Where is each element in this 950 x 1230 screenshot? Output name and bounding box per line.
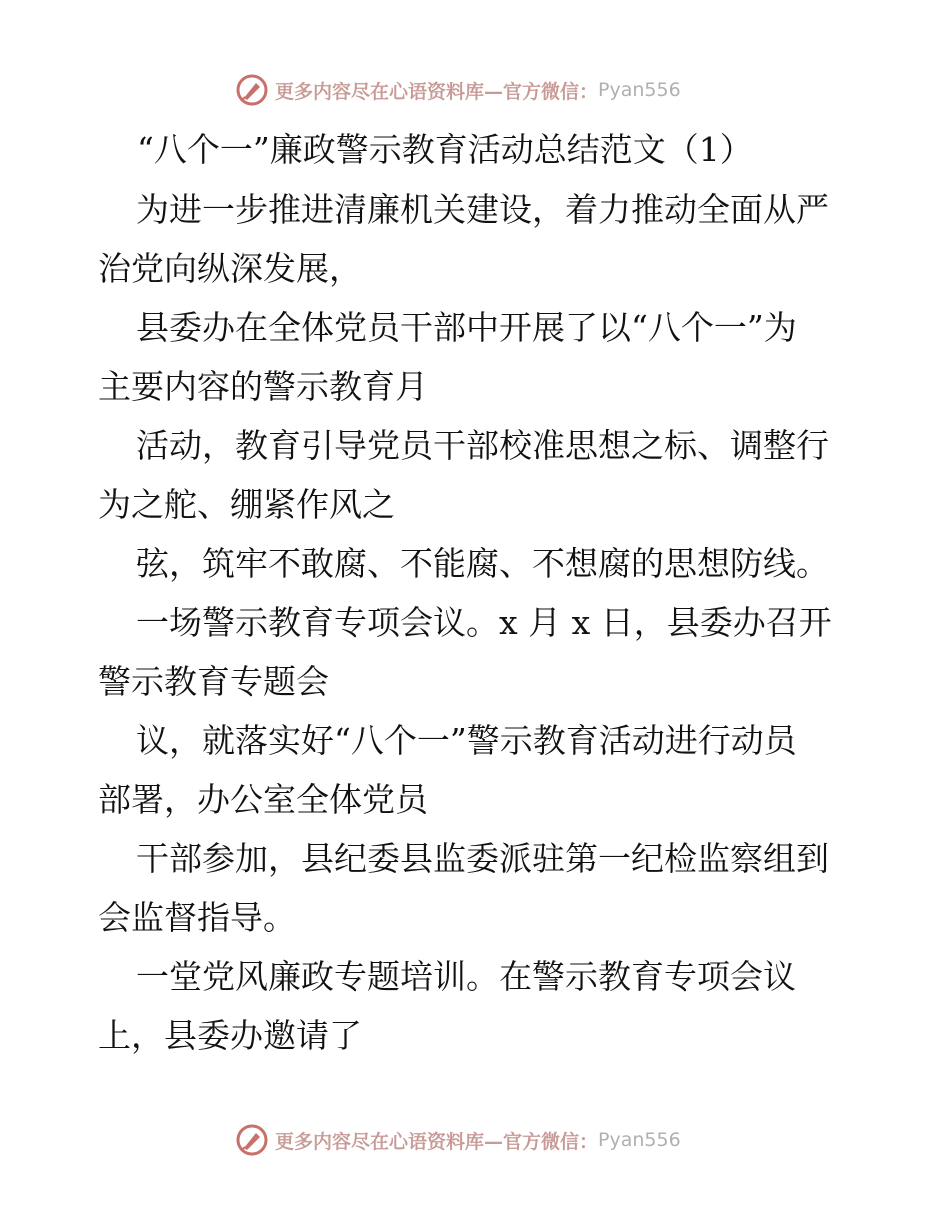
paragraph [98,534,858,593]
document-title: “八个一”廉政警示教育活动总结范文（1） [137,130,753,169]
paragraph [98,711,858,829]
text-line: 警示教育专题会 [98,662,329,701]
pen-nib-logo-icon [235,73,269,107]
text-line: 为进一步推进清廉机关建设，着力推动全面从严 [136,190,829,229]
text-line: 弦，筑牢不敢腐、不能腐、不想腐的思想防线。 [136,544,829,583]
text-line: 会监督指导。 [98,898,296,937]
watermark-banner-bottom [0,1120,950,1160]
text-line: 为之舵、绷紧作风之 [98,485,395,524]
text-line: 一场警示教育专项会议。x 月 x 日，县委办召开 [136,603,832,642]
text-line: 县委办在全体党员干部中开展了以“八个一”为 [136,308,797,347]
watermark-text: 更多内容尽在心语资料库—官方微信： [275,80,599,103]
text-line: 干部参加，县纪委县监委派驻第一纪检监察组到 [136,839,829,878]
text-line: 议，就落实好“八个一”警示教育活动进行动员 [136,721,797,760]
paragraph [98,180,858,298]
text-line: 治党向纵深发展， [98,249,362,288]
watermark-banner-top [0,70,950,110]
paragraph [98,416,858,534]
paragraph [98,829,858,947]
text-line: 部署，办公室全体党员 [98,780,428,819]
document-body [98,180,858,1065]
text-line: 活动，教育引导党员干部校准思想之标、调整行 [136,426,829,465]
watermark-account: Pyan556 [598,1129,681,1151]
text-line: 上，县委办邀请了 [98,1016,362,1055]
paragraph [98,947,858,1065]
pen-nib-logo-icon [235,1123,269,1157]
paragraph [98,298,858,416]
paragraph [98,593,858,711]
watermark-account: Pyan556 [598,79,681,101]
text-line: 一堂党风廉政专题培训。在警示教育专项会议 [136,957,796,996]
watermark-text: 更多内容尽在心语资料库—官方微信： [275,1130,599,1153]
text-line: 主要内容的警示教育月 [98,367,428,406]
